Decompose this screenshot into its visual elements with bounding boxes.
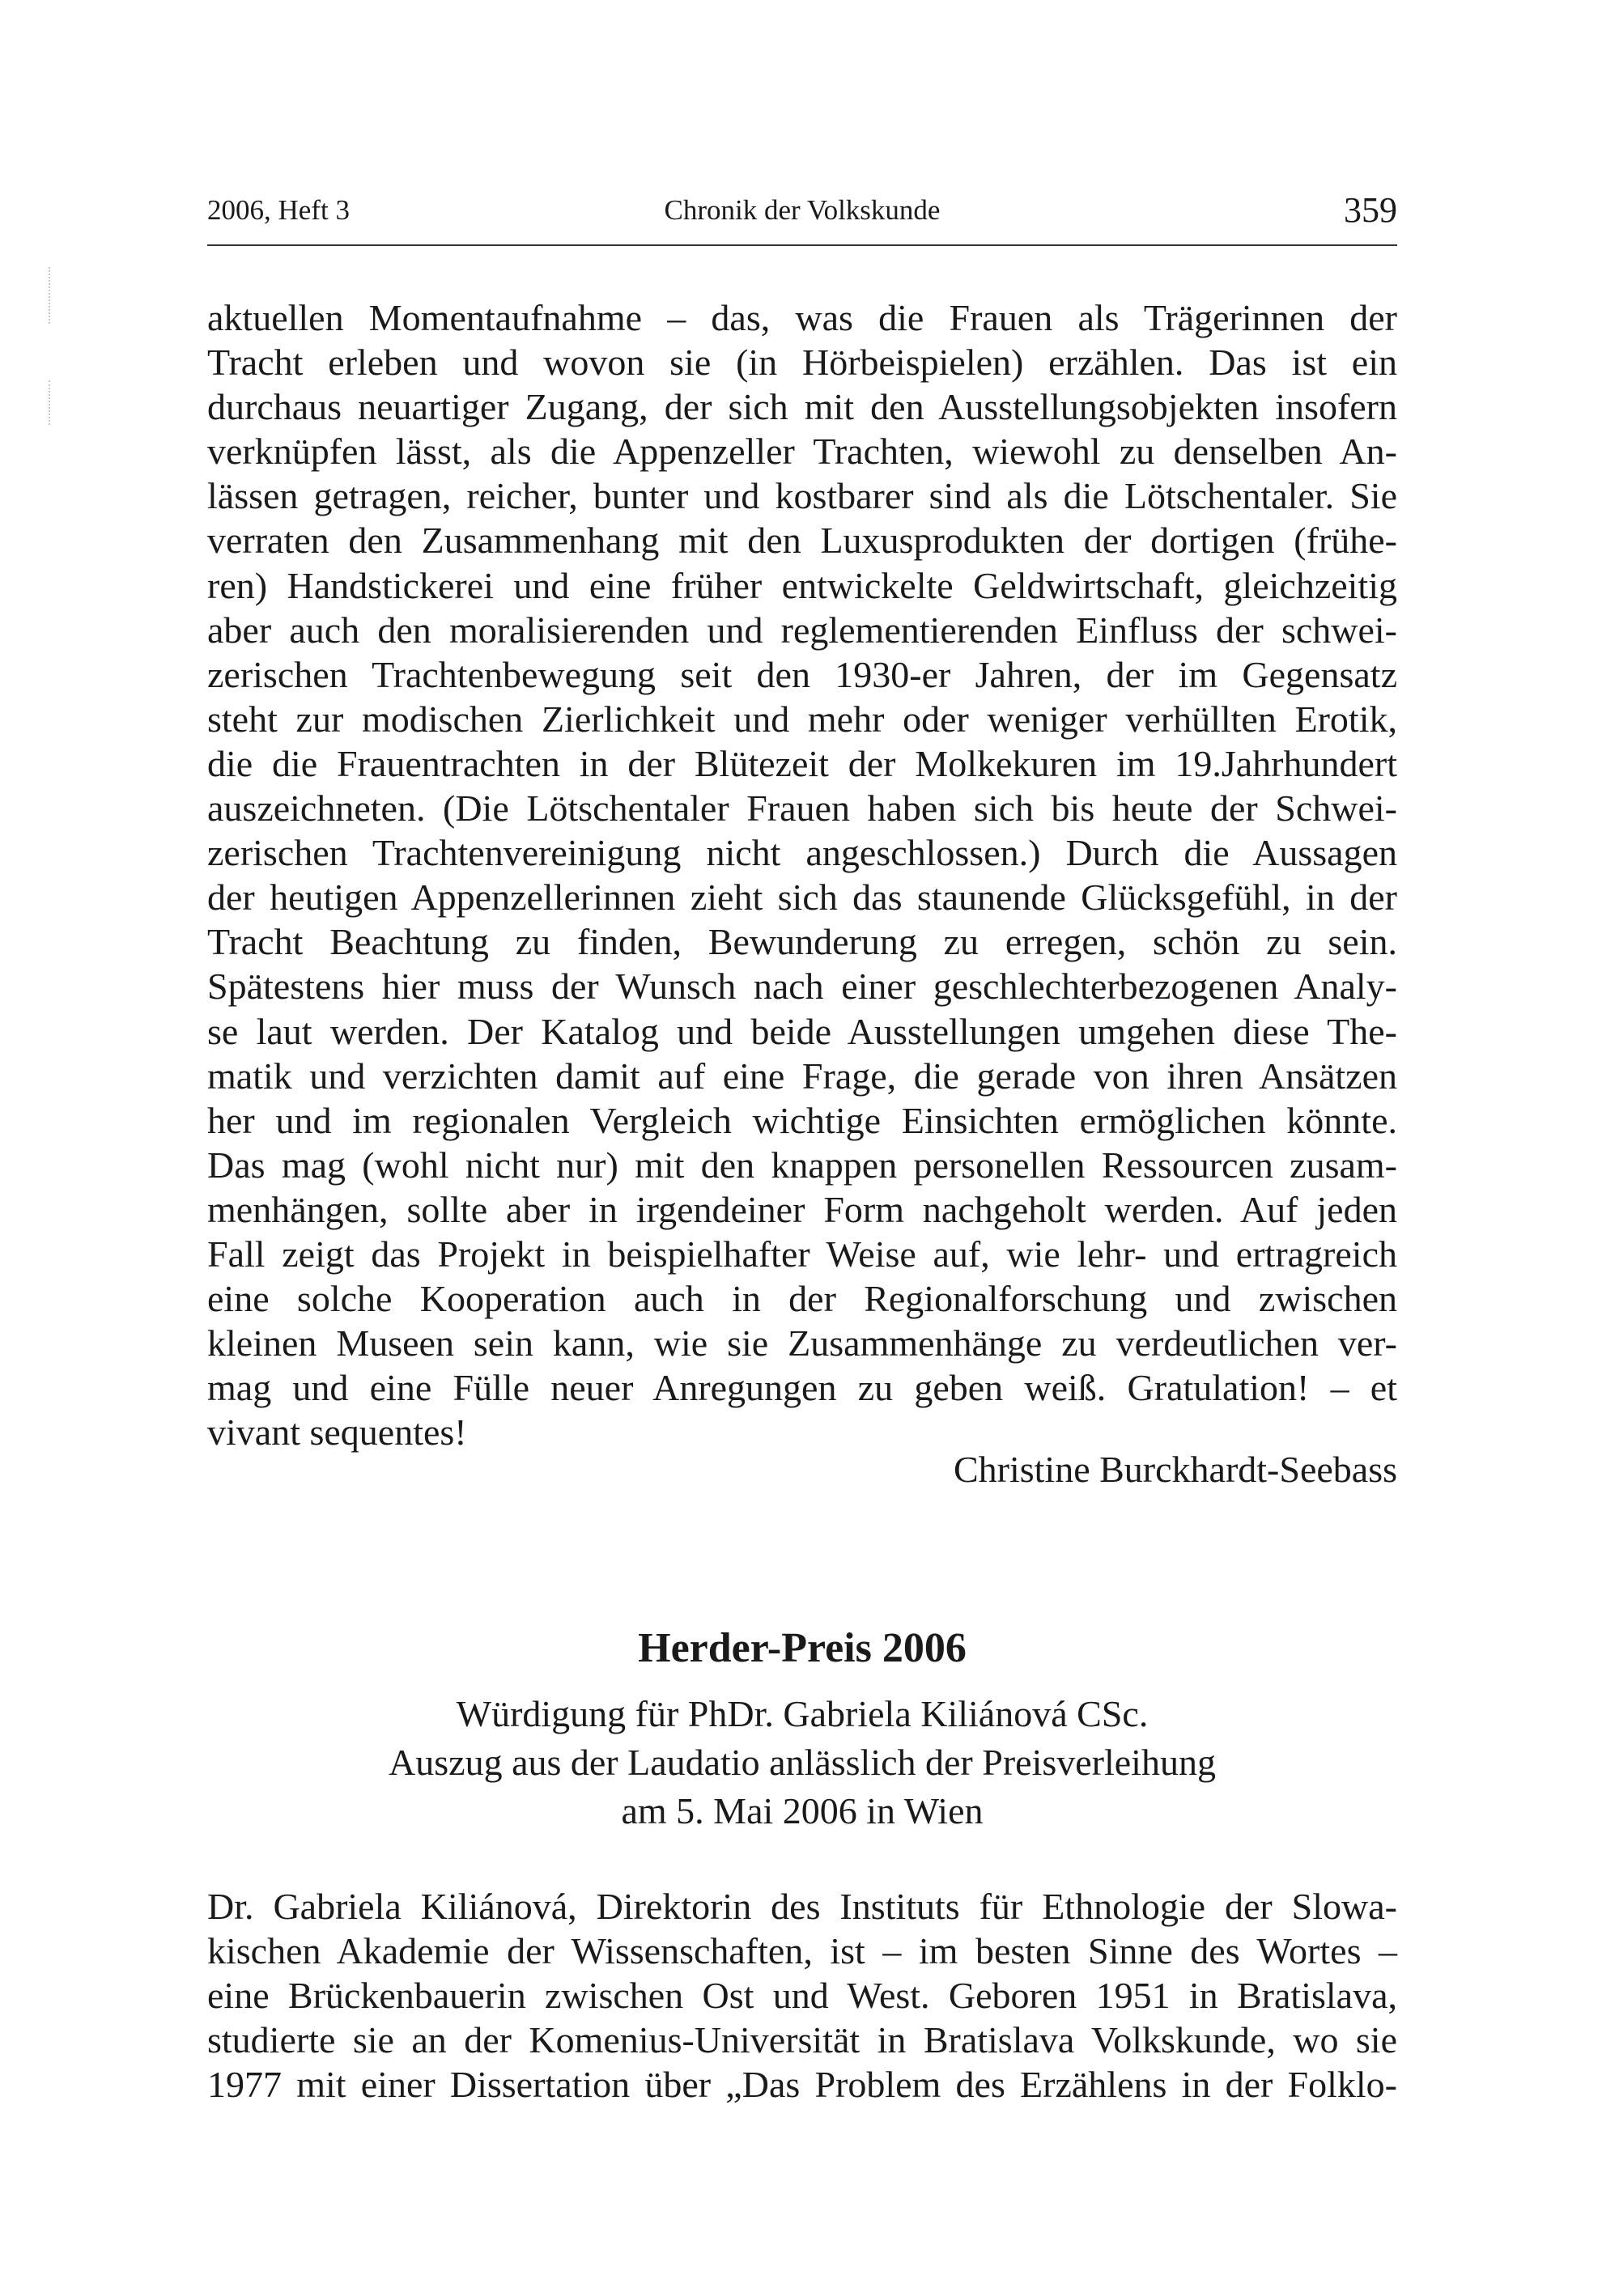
text-line: matik und verzichten damit auf eine Frage, die gerade von ihren Ansätzen: [207, 1055, 1397, 1097]
scan-margin-mark-upper: [49, 267, 53, 324]
scan-margin-mark-lower: [49, 380, 53, 425]
text-line: kischen Akademie der Wissenschaften, ist – im besten Sinne des Wortes –: [207, 1930, 1397, 1972]
text-line: Tracht Beachtung zu finden, Bewunderung zu erregen, schön zu sein.: [207, 921, 1397, 963]
text-line: her und im regionalen Vergleich wichtige Einsichten ermöglichen könnte.: [207, 1099, 1397, 1141]
text-line: die die Frauentrachten in der Blütezeit der Molkekuren im 19.Jahrhundert: [207, 742, 1397, 784]
text-line: mag und eine Fülle neuer Anregungen zu geben weiß. Gratulation! – et: [207, 1367, 1397, 1409]
page-number: 359: [1344, 190, 1397, 230]
author-signature: Christine Burckhardt-Seebass: [953, 1449, 1397, 1490]
text-line: eine Brückenbauerin zwischen Ost und West. Geboren 1951 in Bratislava,: [207, 1975, 1397, 2017]
text-line: zerischen Trachtenvereinigung nicht angeschlossen.) Durch die Aussagen: [207, 832, 1397, 874]
text-line: steht zur modischen Zierlichkeit und mehr oder weniger verhüllten Erotik,: [207, 698, 1397, 740]
text-line: der heutigen Appenzellerinnen zieht sich das staunende Glücksgefühl, in der: [207, 876, 1397, 919]
text-line: ren) Handstickerei und eine früher entwickelte Geldwirtschaft, gleichzeitig: [207, 564, 1397, 606]
text-line: Spätestens hier muss der Wunsch nach einer geschlechterbezogenen Analy-: [207, 966, 1397, 1008]
text-line: studierte sie an der Komenius-Universität in Bratislava Volkskunde, wo sie: [207, 2019, 1397, 2061]
text-line: durchaus neuartiger Zugang, der sich mit den Ausstellungsobjekten insofern: [207, 386, 1397, 428]
text-line: Das mag (wohl nicht nur) mit den knappen personellen Ressourcen zusam-: [207, 1144, 1397, 1186]
text-line: verknüpfen lässt, als die Appenzeller Trachten, wiewohl zu denselben An-: [207, 431, 1397, 473]
text-line: vivant sequentes!: [207, 1411, 467, 1454]
text-line: 1977 mit einer Dissertation über „Das Problem des Erzählens in der Folklo-: [207, 2064, 1397, 2106]
journal-issue: 2006, Heft 3: [207, 194, 350, 226]
review-paragraph: [207, 295, 1397, 1454]
text-line: verraten den Zusammenhang mit den Luxusprodukten der dortigen (frühe-: [207, 520, 1397, 562]
running-header: [207, 190, 1397, 246]
journal-section: Chronik der Volkskunde: [664, 194, 941, 226]
text-line: auszeichneten. (Die Lötschentaler Frauen haben sich bis heute der Schwei-: [207, 787, 1397, 830]
subtitle-line: am 5. Mai 2006 in Wien: [621, 1790, 984, 1831]
text-line: lässen getragen, reicher, bunter und kostbarer sind als die Lötschentaler. Sie: [207, 475, 1397, 517]
text-line: menhängen, sollte aber in irgendeiner Form nachgeholt werden. Auf jeden: [207, 1188, 1397, 1230]
section-title: Herder-Preis 2006: [638, 1625, 967, 1671]
subtitle-line: Auszug aus der Laudatio anlässlich der Preisverleihung: [389, 1742, 1216, 1783]
text-line: Dr. Gabriela Kiliánová, Direktorin des Instituts für Ethnologie der Slowa-: [207, 1886, 1397, 1927]
text-line: eine solche Kooperation auch in der Regionalforschung und zwischen: [207, 1278, 1397, 1320]
text-line: kleinen Museen sein kann, wie sie Zusammenhänge zu verdeutlichen ver-: [207, 1322, 1397, 1364]
section-subtitle: [207, 1690, 1397, 1836]
laudatio-paragraph: [207, 1884, 1397, 2107]
text-line: Tracht erleben und wovon sie (in Hörbeispielen) erzählen. Das ist ein: [207, 342, 1397, 384]
text-line: Fall zeigt das Projekt in beispielhafter Weise auf, wie lehr- und ertragreich: [207, 1233, 1397, 1275]
text-line: se laut werden. Der Katalog und beide Ausstellungen umgehen diese The-: [207, 1010, 1397, 1052]
text-line: aktuellen Momentaufnahme – das, was die Frauen als Trägerinnen der: [207, 297, 1397, 338]
subtitle-line: Würdigung für PhDr. Gabriela Kiliánová CSc.: [456, 1693, 1149, 1734]
text-line: zerischen Trachtenbewegung seit den 1930-er Jahren, der im Gegensatz: [207, 653, 1397, 695]
text-line: aber auch den moralisierenden und reglementierenden Einfluss der schwei-: [207, 609, 1397, 651]
